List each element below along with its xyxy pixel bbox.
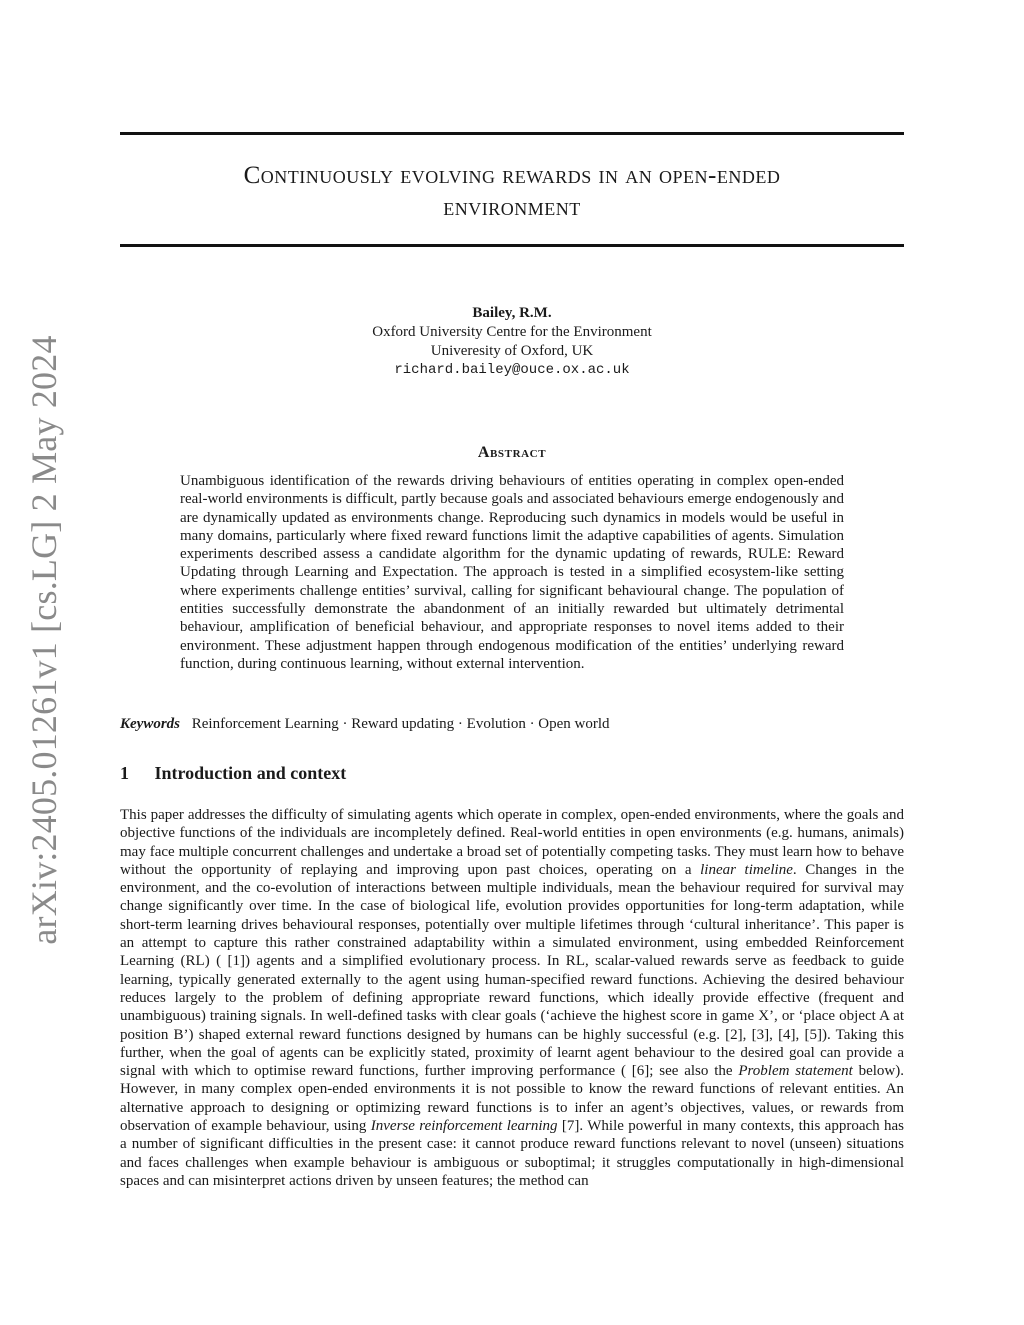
abstract-text: Unambiguous identification of the rewards driving behaviours of entities operating in complex open-ended real-world environments is difficult, partly because goals and associated behaviours emerge endogenously and are dynamically updated as environments change. Reproducing such dynamics in models would be useful in many domains, particularly where fixed reward functions limit the adaptive capabilities of agents. Simulation experiments described assess a candidate algorithm for the dynamic updating of rewards, RULE: Reward Updating through Learning and Expectation. The approach is tested in a simplified ecosystem-like setting where experiments challenge entities’ survival, calling for significant behavioural change. The population of entities successfully demonstrate the abandonment of an initially rewarded but ultimately detrimental behaviour, amplification of beneficial behaviour, and appropriate responses to novel items added to their environment. These adjustment happen through endogenous modification of the entities’ underlying reward function, during continuous learning, without external intervention. — [180, 473, 844, 672]
paper-title — [120, 160, 904, 224]
abstract-heading: Abstract — [477, 444, 547, 461]
title-line-1: Continuously evolving rewards in an open-ended — [243, 162, 781, 189]
title-line-2: environment — [443, 194, 581, 221]
author-university: Univeresity of Oxford, UK — [430, 343, 594, 359]
intro-text-c: below). However, in many complex open-ended environments it is not possible to know the reward functions of relevant entities. An alternative approach to designing or optimizing reward functions is to infer an agent’s objectives, values, or rewards from observation of example behaviour, using — [120, 1063, 905, 1135]
author-block — [120, 304, 904, 380]
keywords-label: Keywords — [120, 716, 180, 732]
intro-emphasis-irl: Inverse reinforcement learning — [370, 1118, 558, 1135]
section-title: Introduction and context — [154, 763, 347, 783]
title-rule-bottom — [120, 244, 904, 247]
author-name: Bailey, R.M. — [472, 305, 552, 321]
intro-text-a: This paper addresses the difficulty of simulating agents which operate in complex, open-ended environments, where the goals and objective functions of the individuals are incompletely defined. Real-world entities in open environments (e.g. humans, animals) may face multiple concurrent challenges and undertake a broad set of potentially competing tasks. They must learn how to behave without the opportunity of replaying and improving upon past choices, operating on a — [120, 807, 904, 878]
keywords — [120, 715, 904, 734]
intro-text-b: . Changes in the environment, and the co-evolution of interactions between multiple individuals, mean the behaviour required for survival may change significantly over time. In the case of biological life, evolution provides opportunities for long-term adaptation, while short-term learning drives behavioural responses, potentially over multiple lifetimes through ‘cultural inheritance’. This paper is an attempt to capture this rather constrained adaptability within a simulated environment, using embedded Reinforcement Learning (RL) ( [1]) agents and a simplified evolutionary process. In RL, scalar-valued rewards serve as feedback to guide learning, typically generated externally to the agent using human-specified reward functions. Achieving the desired behaviour reduces largely to the problem of defining appropriate reward functions, which ideally provide effective (frequent and unambiguous) training signals. In well-defined tasks with clear goals (‘achieve the highest score in game X’, or ‘place object A at position B’) shaped external reward functions designed by humans can be highly successful (e.g. [2], [3], [4], [5]). Taking this further, when the goal of agents can be explicitly stated, proximity of learnt agent behaviour to the desired goal can provide a signal with which to optimise reward functions, further improving performance ( [6]; see also the — [120, 861, 905, 1080]
keywords-list: Reinforcement Learning · Reward updating · Evolution · Open world — [191, 716, 610, 732]
section-heading — [120, 763, 904, 784]
author-email[interactable]: richard.bailey@ouce.ox.ac.uk — [394, 362, 630, 378]
section-number: 1 — [120, 763, 129, 783]
title-rule-top — [120, 132, 904, 135]
intro-emphasis-problem-statement: Problem statement — [738, 1063, 853, 1080]
intro-emphasis-linear-timeline: linear timeline — [700, 861, 793, 878]
author-affiliation: Oxford University Centre for the Environment — [372, 324, 652, 340]
intro-text-d: [7]. While powerful in many contexts, this approach has a number of significant difficulties in the present case: it cannot produce reward functions relevant to novel (unseen) situations and faces challenges when example behaviour is ambiguous or suboptimal; it struggles computationally in high-dimensional spaces and can misinterpret actions driven by unseen features; the method can — [120, 1118, 904, 1189]
arxiv-side-stamp: arXiv:2405.01261v1 [cs.LG] 2 May 2024 — [24, 335, 64, 945]
intro-paragraph — [120, 806, 904, 1190]
